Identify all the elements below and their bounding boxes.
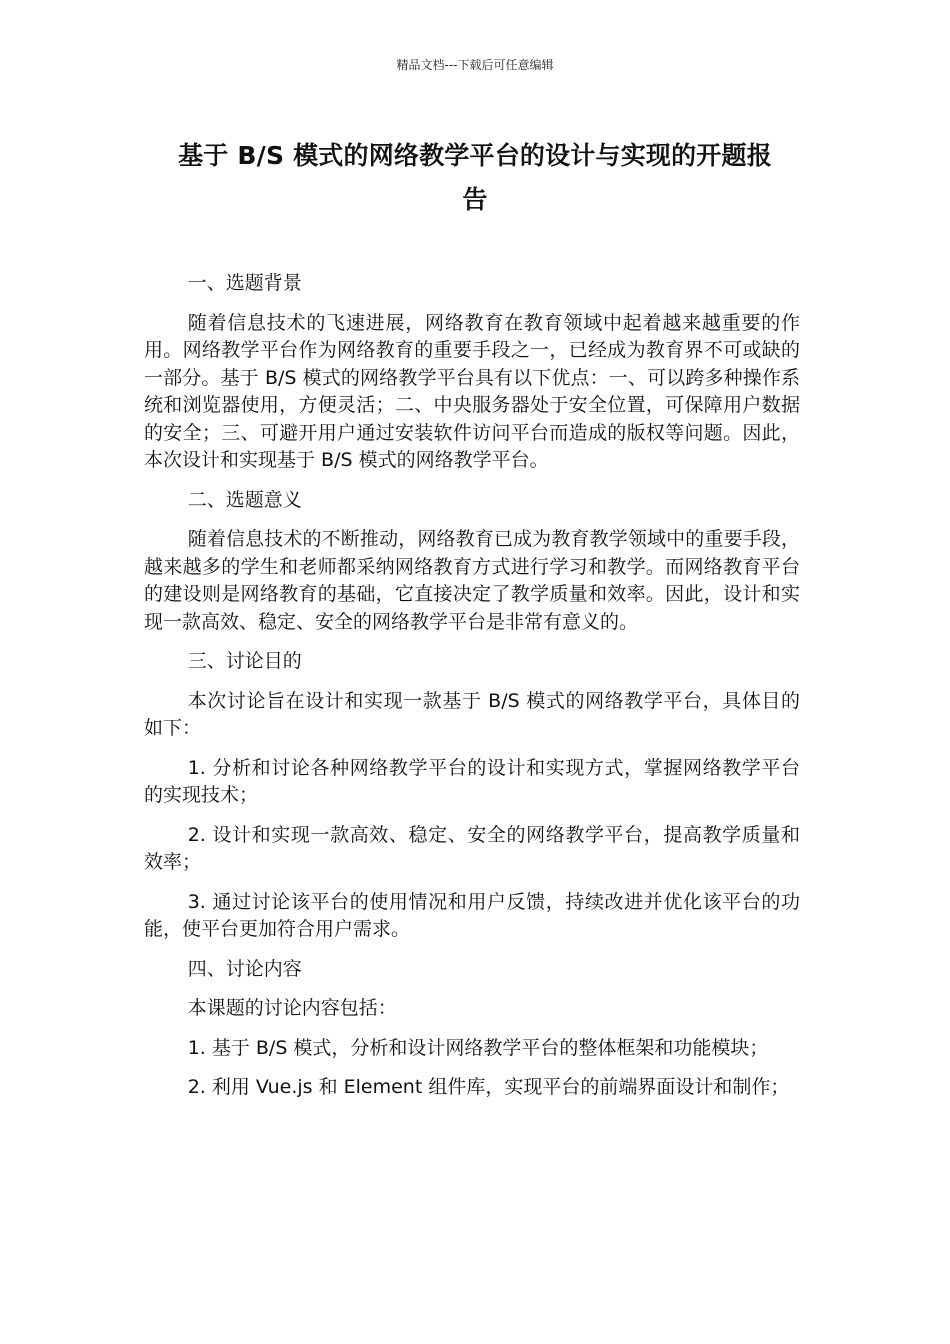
document-title-line-1: 基于 B/S 模式的网络教学平台的设计与实现的开题报 [178,141,772,170]
document-body [144,270,800,1114]
paragraph-purpose-intro: 本次讨论旨在设计和实现一款基于 B/S 模式的网络教学平台，具体目的如下： [144,689,800,739]
section-heading-content: 四、讨论内容 [187,957,302,980]
document-title-line-2: 告 [462,185,488,214]
section-heading-background: 一、选题背景 [187,272,302,294]
list-item-purpose-2: 2. 设计和实现一款高效、稳定、安全的网络教学平台，提高教学质量和效率； [144,823,800,873]
document-title [140,134,810,222]
list-item-purpose-1: 1. 分析和讨论各种网络教学平台的设计和实现方式，掌握网络教学平台的实现技术； [144,756,800,806]
paragraph-background: 随着信息技术的飞速进展，网络教育在教育领域中起着越来越重要的作用。网络教学平台作为网络教育的重要手段之一，已经成为教育界不可或缺的一部分。基于 B/S 模式的网络教学平台具有以下优点：一、可以跨多种操作系统和浏览器使用，方便灵活；二、中央服务器处于安全位置，可保障用户数据的安全；三、可避开用户通过安装软件访问平台而造成的版权等问题。因此，本次设计和实现基于 B/S 模式的网络教学平台。 [144,311,800,471]
list-item-purpose-3: 3. 通过讨论该平台的使用情况和用户反馈，持续改进并优化该平台的功能，使平台更加符合用户需求。 [144,890,800,940]
list-item-content-2: 2. 利用 Vue.js 和 Element 组件库，实现平台的前端界面设计和制作； [187,1076,790,1098]
list-item-content-1: 1. 基于 B/S 模式，分析和设计网络教学平台的整体框架和功能模块； [187,1036,769,1059]
paragraph-significance: 随着信息技术的不断推动，网络教育已成为教育教学领域中的重要手段，越来越多的学生和老师都采纳网络教育方式进行学习和教学。而网络教育平台的建设则是网络教育的基础，它直接决定了教学质量和效率。因此，设计和实现一款高效、稳定、安全的网络教学平台是非常有意义的。 [144,528,800,633]
page-header: 精品文档---下载后可任意编辑 [396,58,554,72]
section-heading-purpose: 三、讨论目的 [187,650,302,672]
section-heading-significance: 二、选题意义 [187,488,302,511]
paragraph-content-intro: 本课题的讨论内容包括： [187,997,397,1019]
